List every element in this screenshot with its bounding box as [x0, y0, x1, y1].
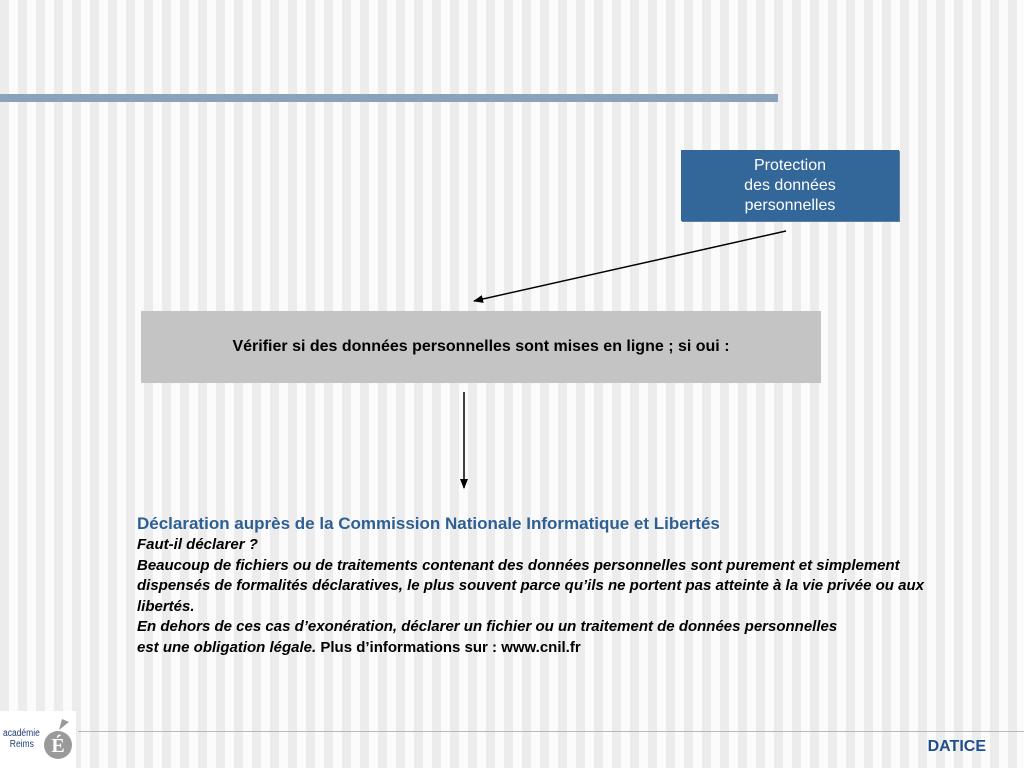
- footer-rule: [78, 731, 1024, 732]
- footer-label: DATICE: [927, 738, 986, 755]
- info-body: [137, 535, 947, 658]
- step-text: Vérifier si des données personnelles sont mises en ligne ; si oui :: [232, 338, 730, 355]
- topic-line-2: des données: [744, 176, 836, 194]
- info-question: Faut-il déclarer ?: [137, 536, 258, 553]
- info-paragraph-1: Beaucoup de fichiers ou de traitements contenant des données personnelles sont purement et simplement dispensés de formalités déclaratives, le plus souvent parce qu’ils ne portent pas atteinte à la vie privée ou aux libertés.: [137, 556, 924, 615]
- info-paragraph-2: En dehors de ces cas d’exonération, déclarer un fichier ou un traitement de données personnelles: [137, 618, 838, 635]
- svg-text:É: É: [51, 735, 65, 757]
- topic-line-3: personnelles: [744, 196, 836, 214]
- academie-logo: [0, 711, 76, 768]
- step-box: [141, 311, 821, 383]
- logo-e-icon: [42, 717, 74, 767]
- info-obligation: est une obligation légale.: [137, 638, 317, 656]
- info-last-line: [137, 638, 947, 659]
- logo-line-2: Reims: [9, 739, 34, 750]
- info-block: [137, 513, 947, 658]
- logo-text: [3, 728, 40, 750]
- logo-line-1: académie: [3, 728, 40, 739]
- arrow-topic-to-step: [474, 231, 786, 301]
- topic-line-1: Protection: [753, 156, 827, 174]
- info-more-link: Plus d’informations sur : www.cnil.fr: [316, 638, 581, 656]
- info-title: Déclaration auprès de la Commission Nationale Informatique et Libertés: [137, 514, 720, 533]
